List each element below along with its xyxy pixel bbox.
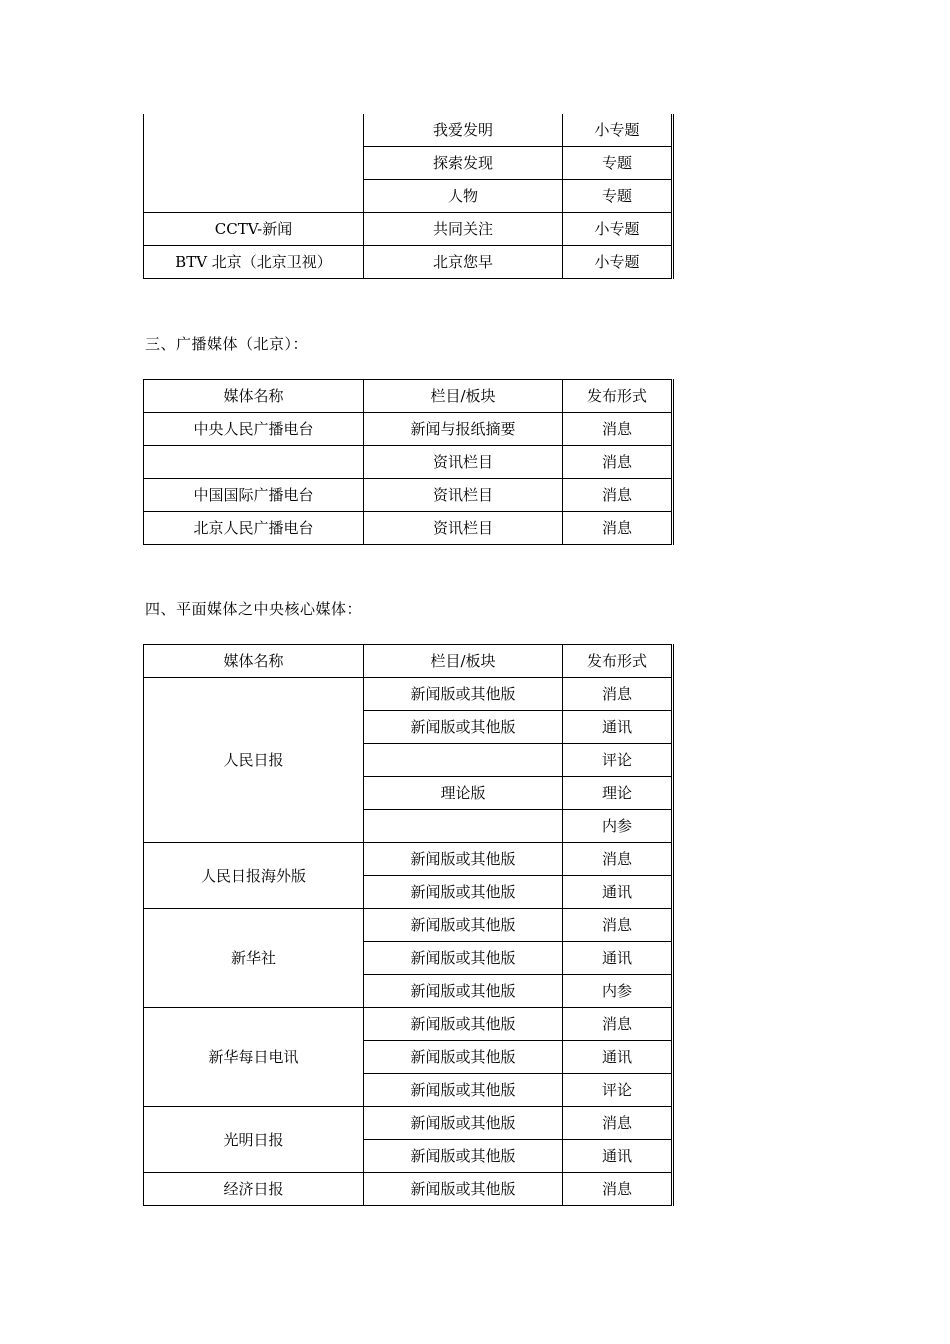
- media-name-cell: 中国国际广播电台: [144, 479, 364, 512]
- publish-form-cell: 消息: [563, 1173, 673, 1206]
- header-publish-form: 发布形式: [563, 380, 673, 413]
- column-section-cell: 资讯栏目: [364, 479, 563, 512]
- table-row: [144, 246, 673, 279]
- table-header-row: [144, 645, 673, 678]
- column-section-cell: 新闻版或其他版: [364, 1041, 563, 1074]
- radio-media-table: [143, 379, 674, 545]
- media-name-cell: 人民日报海外版: [144, 843, 364, 909]
- header-column-section: 栏目/板块: [364, 645, 563, 678]
- table-row: [144, 114, 673, 147]
- column-section-cell: 探索发现: [364, 147, 563, 180]
- media-name-cell: 新华每日电讯: [144, 1008, 364, 1107]
- table-row: [144, 479, 673, 512]
- media-name-cell: 北京人民广播电台: [144, 512, 364, 545]
- table-row: [144, 678, 673, 711]
- column-section-cell: [364, 810, 563, 843]
- tv-media-table-continued: [143, 114, 674, 279]
- column-section-cell: 新闻与报纸摘要: [364, 413, 563, 446]
- print-media-table: [143, 644, 674, 1206]
- column-section-cell: 新闻版或其他版: [364, 1140, 563, 1173]
- table-row: [144, 213, 673, 246]
- header-column-section: 栏目/板块: [364, 380, 563, 413]
- section4-heading: 四、平面媒体之中央核心媒体：: [145, 600, 363, 618]
- publish-form-cell: 理论: [563, 777, 673, 810]
- column-section-cell: 新闻版或其他版: [364, 1008, 563, 1041]
- header-publish-form: 发布形式: [563, 645, 673, 678]
- column-section-cell: 新闻版或其他版: [364, 909, 563, 942]
- table-row: [144, 446, 673, 479]
- table-row: [144, 909, 673, 942]
- column-section-cell: 北京您早: [364, 246, 563, 279]
- table-row: [144, 1173, 673, 1206]
- media-name-cell: 人民日报: [144, 678, 364, 843]
- media-name-cell: 新华社: [144, 909, 364, 1008]
- column-section-cell: 新闻版或其他版: [364, 942, 563, 975]
- column-section-cell: 资讯栏目: [364, 446, 563, 479]
- column-section-cell: 新闻版或其他版: [364, 1107, 563, 1140]
- header-media-name: 媒体名称: [144, 645, 364, 678]
- section3-heading: 三、广播媒体（北京）：: [145, 335, 309, 353]
- publish-form-cell: 消息: [563, 678, 673, 711]
- publish-form-cell: 通讯: [563, 942, 673, 975]
- publish-form-cell: 小专题: [563, 114, 673, 147]
- table-header-row: [144, 380, 673, 413]
- publish-form-cell: 消息: [563, 512, 673, 545]
- column-section-cell: 新闻版或其他版: [364, 876, 563, 909]
- publish-form-cell: 消息: [563, 843, 673, 876]
- publish-form-cell: 消息: [563, 413, 673, 446]
- media-name-cell: 中央人民广播电台: [144, 413, 364, 446]
- media-name-cell: BTV 北京（北京卫视）: [144, 246, 364, 279]
- publish-form-cell: 通讯: [563, 711, 673, 744]
- media-name-cell: CCTV-新闻: [144, 213, 364, 246]
- publish-form-cell: 评论: [563, 1074, 673, 1107]
- publish-form-cell: 通讯: [563, 876, 673, 909]
- publish-form-cell: 通讯: [563, 1041, 673, 1074]
- column-section-cell: 人物: [364, 180, 563, 213]
- publish-form-cell: 专题: [563, 147, 673, 180]
- publish-form-cell: 内参: [563, 810, 673, 843]
- media-name-cell: 光明日报: [144, 1107, 364, 1173]
- table-row: [144, 843, 673, 876]
- column-section-cell: 共同关注: [364, 213, 563, 246]
- column-section-cell: 资讯栏目: [364, 512, 563, 545]
- publish-form-cell: 内参: [563, 975, 673, 1008]
- media-name-cell: [144, 446, 364, 479]
- publish-form-cell: 消息: [563, 909, 673, 942]
- publish-form-cell: 小专题: [563, 246, 673, 279]
- publish-form-cell: 消息: [563, 1008, 673, 1041]
- column-section-cell: 新闻版或其他版: [364, 1173, 563, 1206]
- column-section-cell: 新闻版或其他版: [364, 843, 563, 876]
- column-section-cell: 新闻版或其他版: [364, 678, 563, 711]
- table-row: [144, 413, 673, 446]
- publish-form-cell: 消息: [563, 479, 673, 512]
- column-section-cell: 我爱发明: [364, 114, 563, 147]
- publish-form-cell: 评论: [563, 744, 673, 777]
- column-section-cell: 新闻版或其他版: [364, 975, 563, 1008]
- column-section-cell: [364, 744, 563, 777]
- table-row: [144, 1008, 673, 1041]
- header-media-name: 媒体名称: [144, 380, 364, 413]
- column-section-cell: 新闻版或其他版: [364, 1074, 563, 1107]
- media-name-cell: [144, 114, 364, 213]
- publish-form-cell: 消息: [563, 1107, 673, 1140]
- media-name-cell: 经济日报: [144, 1173, 364, 1206]
- column-section-cell: 新闻版或其他版: [364, 711, 563, 744]
- publish-form-cell: 通讯: [563, 1140, 673, 1173]
- publish-form-cell: 消息: [563, 446, 673, 479]
- table-row: [144, 512, 673, 545]
- publish-form-cell: 专题: [563, 180, 673, 213]
- column-section-cell: 理论版: [364, 777, 563, 810]
- publish-form-cell: 小专题: [563, 213, 673, 246]
- table-row: [144, 1107, 673, 1140]
